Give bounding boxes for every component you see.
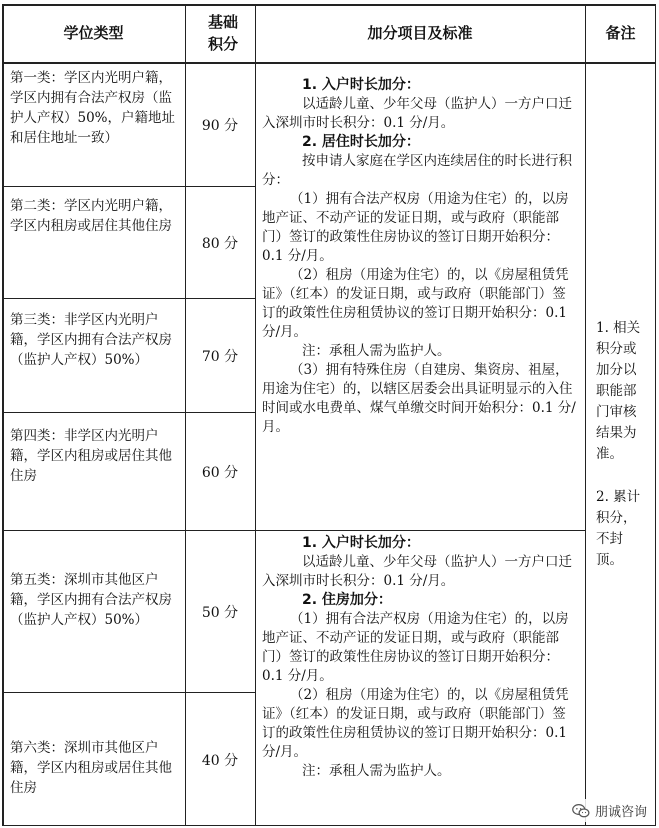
rule-heading: 1. 入户时长加分： xyxy=(302,77,420,93)
rule-heading: 1. 入户时长加分： xyxy=(302,535,420,551)
rule-text: （2）租房（用途为住宅）的，以《房屋租赁凭证》（红本）的发证日期，或与政府（职能部门）签订的政策性住房租赁协议的签订日期开始积分：0.1 分/月。 xyxy=(262,687,569,760)
rule-text: 以适龄儿童、少年父母（监护人）一方户口迁入深圳市时长积分：0.1 分/月。 xyxy=(262,554,572,589)
degree-type-cell: 第二类：学区内光明户籍，学区内租房或居住其他住房 xyxy=(10,198,172,234)
base-score-cell: 40 分 xyxy=(201,752,239,769)
bonus-rules-block xyxy=(256,76,585,528)
rule-text: 按申请人家庭在学区内连续居住的时长进行积分： xyxy=(262,153,572,188)
note-item: 1. 相关积分或加分以职能部门审核结果为准。 xyxy=(596,319,641,462)
degree-type-cell: 第四类：非学区内光明户籍，学区内租房或居住其他住房 xyxy=(10,428,172,484)
rule-text: （3）拥有特殊住房（自建房、集资房、祖屋，用途为住宅）的，以辖区居委会出具证明显示的入住时间或水电费单、煤气单缴交时间开始积分：0.1 分/月。 xyxy=(262,362,576,435)
rule-text: （2）租房（用途为住宅）的，以《房屋租赁凭证》（红本）的发证日期，或与政府（职能部门）签订的政策性住房租赁协议的签订日期开始积分：0.1 分/月。 xyxy=(262,267,569,340)
wechat-icon xyxy=(572,803,590,819)
notes-cell xyxy=(586,284,656,604)
base-score-cell: 90 分 xyxy=(201,118,239,134)
rule-text: 以适龄儿童、少年父母（监护人）一方户口迁入深圳市时长积分：0.1 分/月。 xyxy=(262,96,572,131)
rule-note: 注：承租人需为监护人。 xyxy=(302,343,451,359)
degree-type-cell: 第三类：非学区内光明户籍，学区内拥有合法产权房（监护人产权）50%） xyxy=(10,312,172,368)
rule-heading: 2. 居住时长加分： xyxy=(302,134,420,150)
watermark-text: 朋诚咨询 xyxy=(594,805,647,820)
header-score: 基础积分 xyxy=(207,13,238,53)
header-type: 学位类型 xyxy=(63,24,124,42)
note-item: 2. 累计积分，不封顶。 xyxy=(596,488,641,568)
rule-note: 注：承租人需为监护人。 xyxy=(302,763,451,779)
bonus-rules-block xyxy=(256,534,585,824)
degree-type-cell: 第五类：深圳市其他区户籍，学区内拥有合法产权房（监护人产权）50%） xyxy=(10,572,172,628)
base-score-cell: 80 分 xyxy=(201,235,239,252)
rule-text: （1）拥有合法产权房（用途为住宅）的，以房地产证、不动产证的发证日期，或与政府（职能部门）签订的政策性住房协议的签订日期开始积分：0.1 分/月。 xyxy=(262,611,569,684)
rule-heading: 2. 住房加分： xyxy=(302,592,392,608)
degree-type-cell: 第六类：深圳市其他区户籍，学区内租房或居住其他住房 xyxy=(10,740,172,796)
header-notes: 备注 xyxy=(605,24,636,42)
base-score-cell: 50 分 xyxy=(201,604,239,621)
degree-type-cell: 第一类：学区内光明户籍，学区内拥有合法产权房（监护人产权）50%，户籍地址和居住地址一致） xyxy=(10,70,176,146)
rule-text: （1）拥有合法产权房（用途为住宅）的，以房地产证、不动产证的发证日期，或与政府（职能部门）签订的政策性住房协议的签订日期开始积分：0.1 分/月。 xyxy=(262,191,569,264)
border-bottom xyxy=(2,825,656,827)
header-items: 加分项目及标准 xyxy=(367,24,473,42)
base-score-cell: 60 分 xyxy=(201,464,239,481)
score-table xyxy=(2,4,656,826)
group-divider xyxy=(2,530,585,531)
base-score-cell: 70 分 xyxy=(201,348,239,365)
watermark xyxy=(568,799,651,822)
